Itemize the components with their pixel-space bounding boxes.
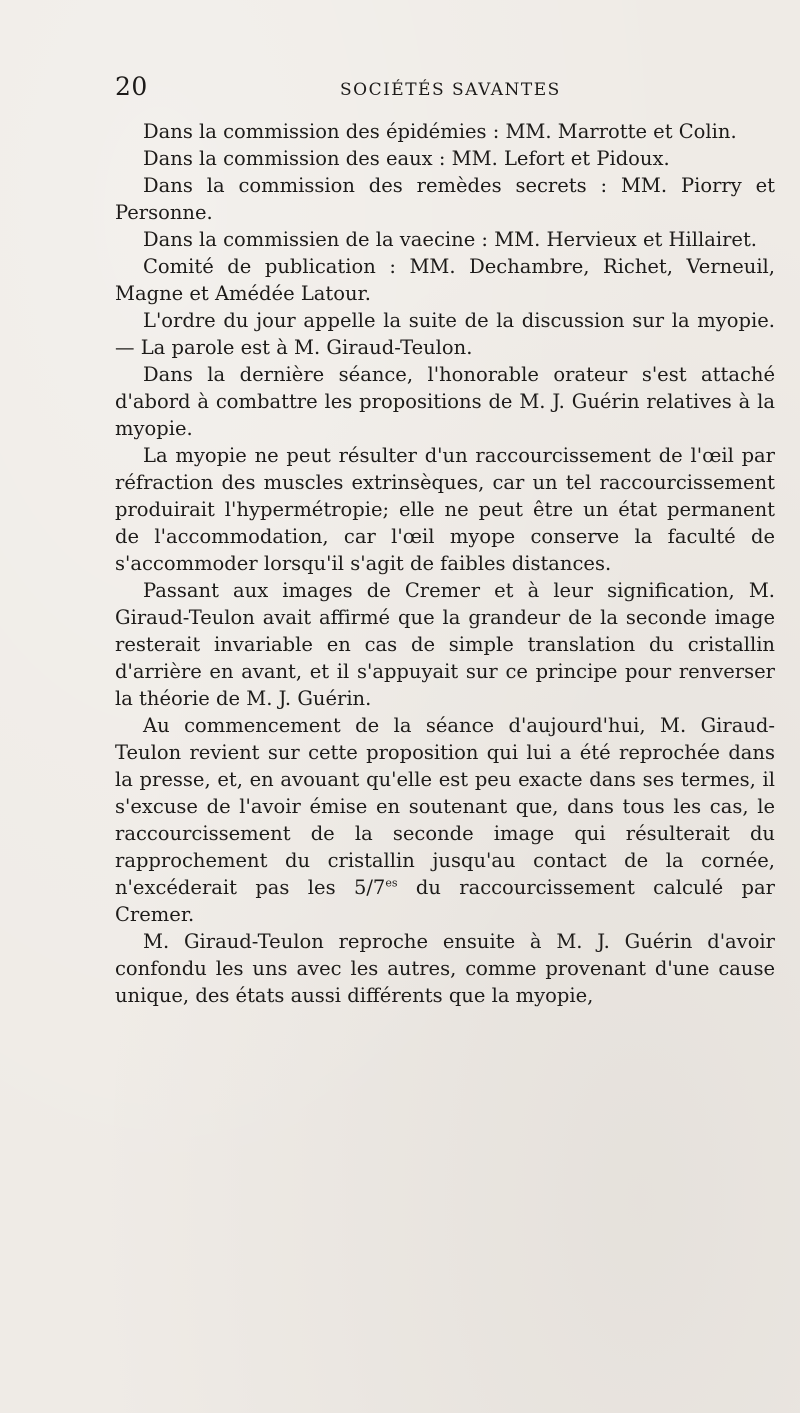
- superscript: es: [385, 876, 398, 890]
- paragraph: Dans la dernière séance, l'honorable orateur s'est attaché d'abord à combattre les propositions de M. J. Guérin relatives à la myopie.: [115, 363, 775, 440]
- paragraph: Dans la commission des remèdes secrets : MM. Piorry et Personne.: [115, 174, 775, 224]
- page-number: 20: [115, 72, 148, 101]
- paragraph: Comité de publication : MM. Dechambre, Richet, Verneuil, Magne et Amédée Latour.: [115, 255, 775, 305]
- paragraph: La myopie ne peut résulter d'un raccourcissement de l'œil par réfraction des muscles extrinsèques, car un tel raccourcissement produirait l'hypermétropie; elle ne peut être un état permanent de l'accommodation, car l'œil myope conserve la faculté de s'accommoder lorsqu'il s'agit de faibles distances.: [115, 444, 775, 575]
- body-text: [115, 118, 775, 1009]
- paragraph: Dans la commission des épidémies : MM. Marrotte et Colin.: [143, 120, 737, 143]
- paragraph-text: Au commencement de la séance d'aujourd'hui, M. Giraud-Teulon revient sur cette proposition qui lui a été reprochée dans la presse, et, en avouant qu'elle est peu exacte dans ses termes, il s'excuse de l'avoir émise en soutenant que, dans tous les cas, le raccourcissement de la seconde image qui résulterait du rapprochement du cristallin jusqu'au contact de la cornée, n'excéderait pas les 5/7: [115, 714, 775, 899]
- page-header: [115, 72, 775, 102]
- paragraph: [115, 712, 775, 928]
- paragraph: M. Giraud-Teulon reproche ensuite à M. J. Guérin d'avoir confondu les uns avec les autres, comme provenant d'une cause unique, des états aussi différents que la myopie,: [115, 930, 775, 1007]
- paragraph: Passant aux images de Cremer et à leur signification, M. Giraud-Teulon avait affirmé que la grandeur de la seconde image resterait invariable en cas de simple translation du cristallin d'arrière en avant, et il s'appuyait sur ce principe pour renverser la théorie de M. J. Guérin.: [115, 579, 775, 710]
- paragraph: Dans la commissien de la vaecine : MM. Hervieux et Hillairet.: [143, 228, 757, 251]
- paragraph: L'ordre du jour appelle la suite de la discussion sur la myopie. — La parole est à M. Giraud-Teulon.: [115, 309, 775, 359]
- paragraph-text-tail: du raccourcissement calculé par Cremer.: [115, 876, 775, 926]
- running-head: SOCIÉTÉS SAVANTES: [340, 80, 561, 100]
- paragraph: Dans la commission des eaux : MM. Lefort et Pidoux.: [143, 147, 670, 170]
